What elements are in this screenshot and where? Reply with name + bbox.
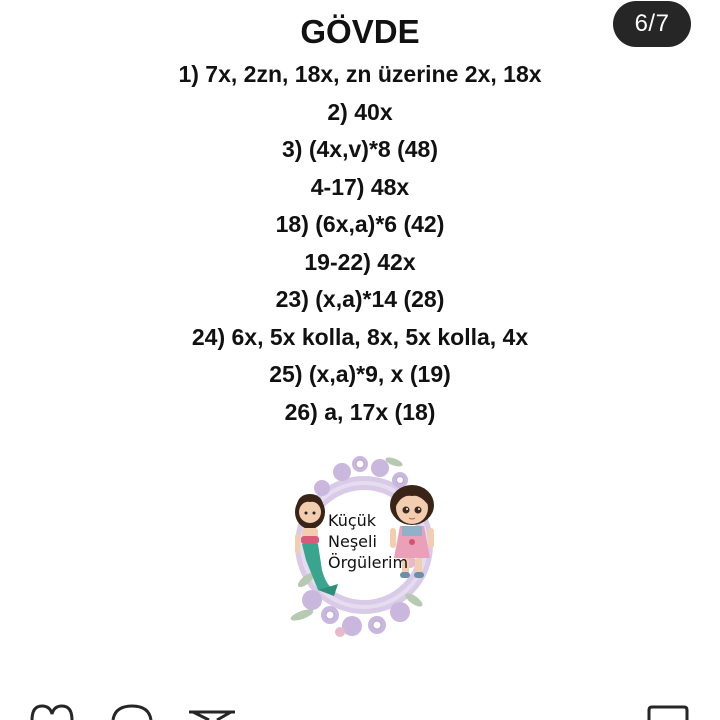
bookmark-icon[interactable]: [646, 700, 690, 720]
post-action-bar: [0, 700, 720, 720]
comment-icon[interactable]: [110, 700, 154, 720]
instruction-line: 2) 40x: [327, 98, 393, 125]
heart-icon[interactable]: [28, 700, 76, 720]
instruction-line: 24) 6x, 5x kolla, 8x, 5x kolla, 4x: [191, 323, 529, 350]
logo-line: Neşeli: [328, 532, 377, 551]
instruction-line: 23) (x,a)*14 (28): [275, 286, 445, 312]
pattern-title: GÖVDE: [300, 13, 420, 50]
instruction-line: 1) 7x, 2zn, 18x, zn üzerine 2x, 18x: [178, 61, 542, 87]
instruction-line: 18) (6x,a)*6 (42): [275, 211, 445, 237]
instruction-line: 19-22) 42x: [304, 248, 416, 275]
instruction-line: 3) (4x,v)*8 (48): [282, 136, 438, 162]
instruction-line: 25) (x,a)*9, x (19): [269, 361, 451, 387]
instruction-line: 26) a, 17x (18): [284, 398, 436, 425]
pattern-instructions: [0, 56, 720, 431]
logo-line: Örgülerim: [328, 553, 409, 572]
carousel-counter: 6/7: [613, 1, 691, 47]
logo-line: Küçük: [328, 511, 377, 530]
logo-text: [328, 510, 428, 573]
instruction-line: 4-17) 48x: [310, 173, 410, 200]
send-icon[interactable]: [187, 700, 237, 720]
